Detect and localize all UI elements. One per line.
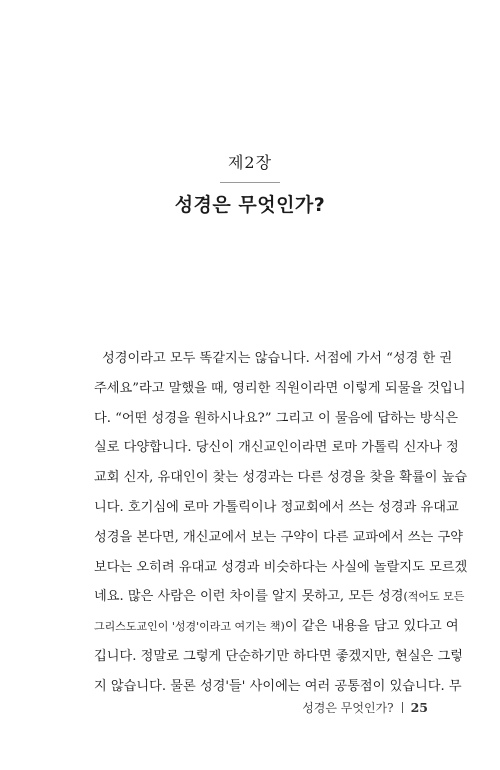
inline-note-end: 그리스도교인이 '성경'이라고 여기는 책) xyxy=(94,620,285,634)
chapter-rule xyxy=(220,182,280,183)
body-line: 다. “어떤 성경을 원하시나요?” 그리고 이 물음에 답하는 방식은 xyxy=(94,410,459,426)
page-number: 25 xyxy=(410,700,428,715)
body-line: 성경을 본다면, 개신교에서 보는 구약이 다른 교파에서 쓰는 구약 xyxy=(94,529,463,545)
body-line-with-note xyxy=(94,612,459,642)
body-line: 교회 신자, 유대인이 찾는 성경과는 다른 성경을 찾을 확률이 높습 xyxy=(94,470,468,486)
page-footer xyxy=(302,699,428,716)
chapter-label: 제2장 xyxy=(227,153,273,172)
chapter-title: 성경은 무엇인가? xyxy=(174,194,326,216)
body-line: 성경이라고 모두 똑같지는 않습니다. 서점에 가서 “성경 한 권 xyxy=(102,351,453,366)
body-line-with-note xyxy=(94,582,465,612)
body-line: 실로 다양합니다. 당신이 개신교인이라면 로마 가톨릭 신자나 정 xyxy=(94,440,459,456)
footer-separator xyxy=(402,702,403,713)
body-text xyxy=(94,344,468,702)
body-line: 깁니다. 정말로 그렇게 단순하기만 하다면 좋겠지만, 현실은 그렇 xyxy=(94,648,463,664)
running-title: 성경은 무엇인가? xyxy=(302,701,394,715)
body-line: 지 않습니다. 물론 성경'들' 사이에는 여러 공통점이 있습니다. 무 xyxy=(94,678,462,694)
body-line: 주세요”라고 말했을 때, 영리한 직원이라면 이렇게 되물을 것입니 xyxy=(94,380,466,396)
body-line-text: 이 같은 내용을 담고 있다고 여 xyxy=(284,619,459,635)
body-line-text: 네요. 많은 사람은 이런 차이를 알지 못하고, 모든 성경 xyxy=(94,589,404,605)
body-line: 보다는 오히려 유대교 성경과 비슷하다는 사실에 놀랄지도 모르겠 xyxy=(94,559,468,575)
inline-note-start: (적어도 모든 xyxy=(403,590,465,604)
body-line: 니다. 호기심에 로마 가톨릭이나 정교회에서 쓰는 성경과 유대교 xyxy=(94,499,459,515)
